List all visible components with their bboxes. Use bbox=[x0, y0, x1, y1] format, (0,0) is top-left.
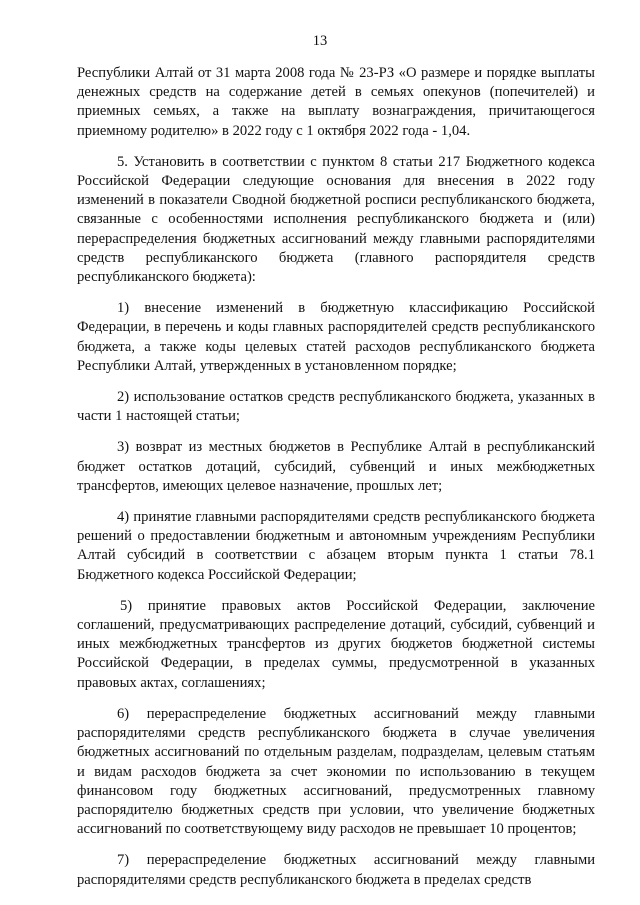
paragraph-continuation: Республики Алтай от 31 марта 2008 года № 23-РЗ «О размере и порядке выплаты денежных средств на содержание детей в семьях опекунов (попечителей) и приемных семьях, а также на выплату вознаграждения, причитающегося приемному родителю» в 2022 году с 1 октября 2022 года - 1,04. bbox=[77, 65, 595, 139]
paragraph-subitem-5: 5) принятие правовых актов Российской Федерации, заключение соглашений, предусматривающих распределение дотаций, субсидий, субвенций и иных межбюджетных трансфертов из других бюджетов бюджетной системы Российской Федерации, в пределах суммы, предусмотренной в указанных правовых актах, соглашениях; bbox=[77, 597, 595, 691]
paragraph-subitem-6: 6) перераспределение бюджетных ассигнований между главными распорядителями средств республиканского бюджета в случае увеличения бюджетных ассигнований по отдельным разделам, подразделам, целевым статьям и видам расходов бюджета за счет экономии по использованию в текущем финансовом году бюджетных ассигнований, предусмотренных главному распорядителю бюджетных средств при условии, что увеличение бюджетных ассигнований по соответствующему виду расходов не превышает 10 процентов; bbox=[77, 705, 595, 838]
paragraph-subitem-7: 7) перераспределение бюджетных ассигнований между главными распорядителями средств республиканского бюджета в пределах средств bbox=[77, 852, 595, 888]
paragraph-subitem-3: 3) возврат из местных бюджетов в Республике Алтай в республиканский бюджет остатков дотаций, субсидий, субвенций и иных межбюджетных трансфертов, имеющих целевое назначение, прошлых лет; bbox=[77, 439, 595, 494]
paragraph-subitem-1: 1) внесение изменений в бюджетную классификацию Российской Федерации, в перечень и коды главных распорядителей средств республиканского бюджета, а также коды целевых статей расходов республиканского бюджета Республики Алтай, утвержденных в установленном порядке; bbox=[77, 300, 595, 374]
page-number: 13 bbox=[312, 33, 328, 49]
paragraph-item-5: 5. Установить в соответствии с пунктом 8 статьи 217 Бюджетного кодекса Российской Федерации следующие основания для внесения в 2022 году изменений в показатели Сводной бюджетной росписи республиканского бюджета, связанные с особенностями исполнения республиканского бюджета и (или) перераспределения бюджетных ассигнований между главными распорядителями средств республиканского бюджета (главного распорядителя средств республиканского бюджета): bbox=[77, 153, 595, 286]
paragraph-subitem-4: 4) принятие главными распорядителями средств республиканского бюджета решений о предоставлении бюджетным и автономным учреждениям Республики Алтай субсидий в соответствии с абзацем вторым пункта 1 статьи 78.1 Бюджетного кодекса Российской Федерации; bbox=[77, 509, 595, 583]
document-body bbox=[77, 64, 595, 902]
paragraph-subitem-2: 2) использование остатков средств республиканского бюджета, указанных в части 1 настоящей статьи; bbox=[77, 389, 595, 425]
